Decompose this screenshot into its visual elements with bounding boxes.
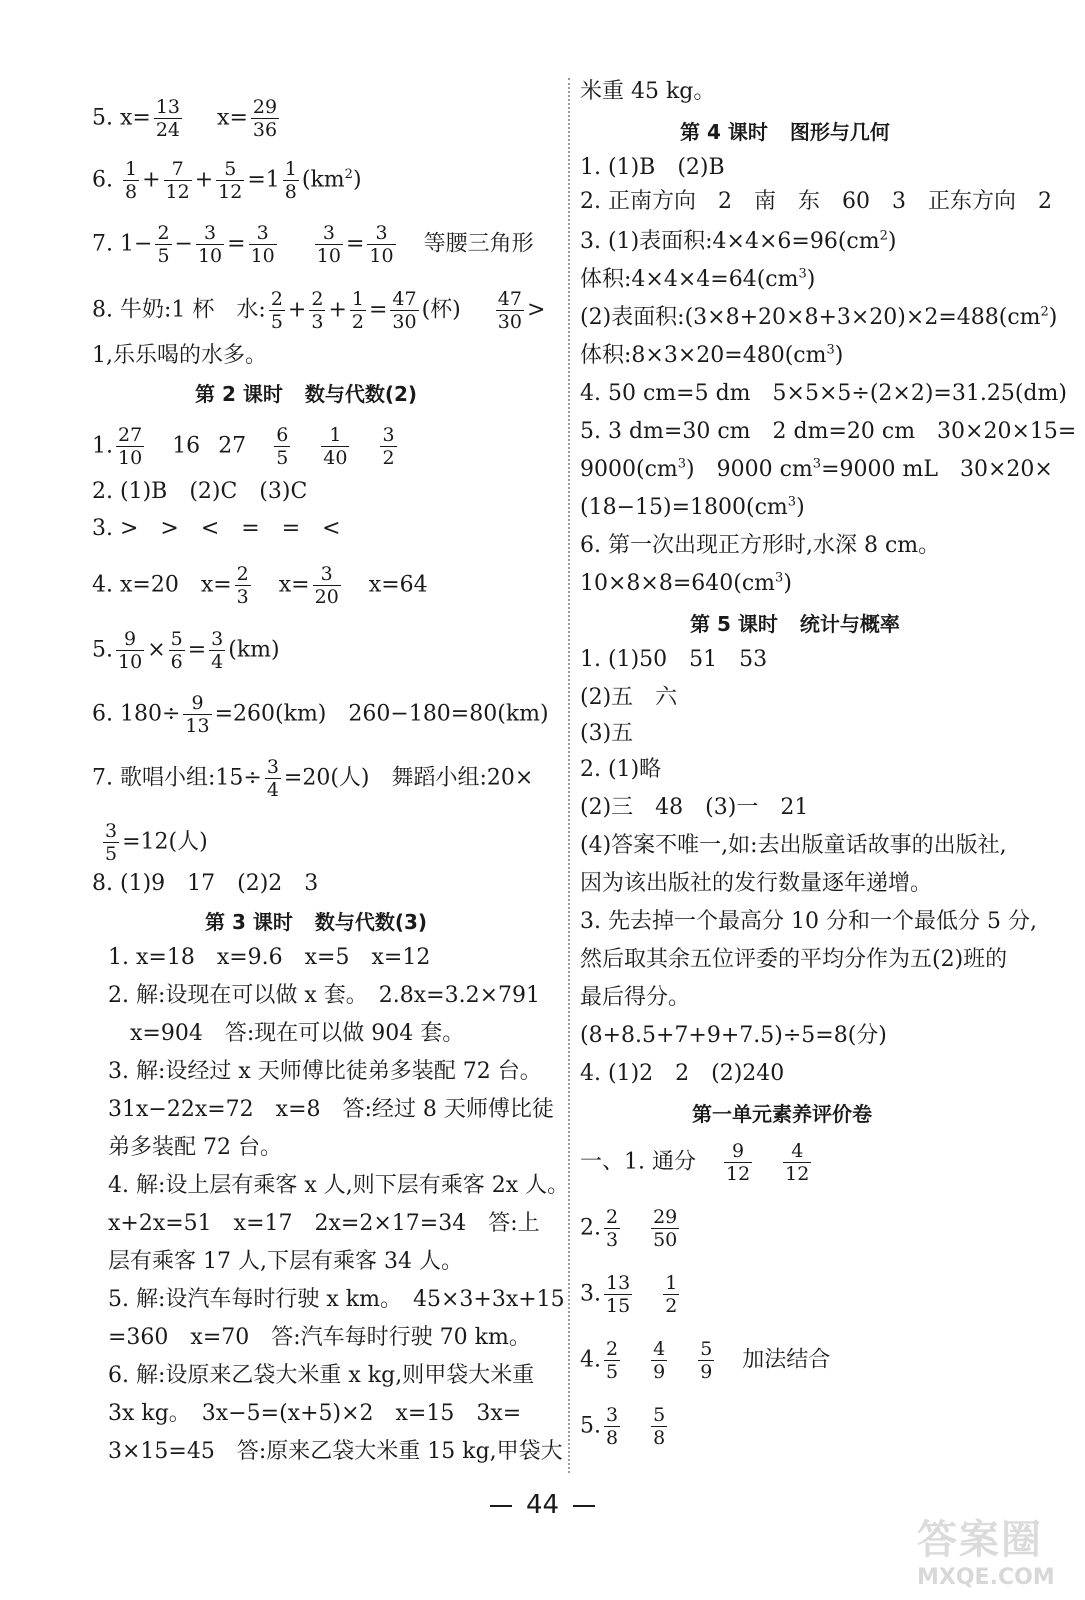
lesson2-answer-4: 4. x=20 x= $\frac{2}{3}$ x= $\frac{3}{20}$ x=64 (92, 563, 428, 608)
column-divider (568, 78, 570, 1473)
unit-test-answer-1: 一、1. 通分 $\frac{9}{12}$ $\frac{4}{12}$ (580, 1140, 810, 1185)
answer-line-6: 6. $\frac{1}{8}$ + $\frac{7}{12}$ + $\frac{5}{12}$ =1 $\frac{1}{8}$ $(km^2)$ (92, 158, 362, 203)
lesson2-answer-1: 1. $\frac{27}{10}$ 16 27 $\frac{6}{5}$ $\frac{1}{40}$ $\frac{3}{2}$ (92, 424, 395, 469)
unit-test-answer-2: 2. $\frac{2}{3}$ $\frac{29}{50}$ (580, 1206, 678, 1251)
unit-test-answer-5: 5. $\frac{3}{8}$ $\frac{5}{8}$ (580, 1404, 666, 1449)
lesson5-line: (8+8.5+7+9+7.5)÷5=8(分) (580, 1023, 887, 1048)
lesson3-line: x=904 答:现在可以做 904 套。 (108, 1021, 465, 1046)
lesson5-line: (2)三 48 (3)一 21 (580, 795, 809, 820)
lesson4-line: 体积$:8\times 3\times 20=480(cm^3)$ (580, 342, 844, 368)
lesson2-answer-7-cont: $\frac{3}{5}$ =12(人) (105, 820, 208, 865)
lesson5-line: (3)五 (580, 721, 634, 746)
lesson5-line: 4. (1)2 2 (2)240 (580, 1061, 785, 1086)
section-heading-unit-test: 第一单元素养评价卷 (692, 1102, 872, 1126)
lesson3-line: 6. 解:设原来乙袋大米重 x kg,则甲袋大米重 (108, 1363, 535, 1388)
lesson4-line: (2)表面积$:(3\times 8+20\times 8+3\times 20)\times 2=488(cm^2)$ (580, 304, 1058, 330)
lesson3-line: 3. 解:设经过 x 天师傅比徒弟多装配 72 台。 (108, 1059, 542, 1084)
lesson2-answer-5: 5. $\frac{9}{10}$ × $\frac{5}{6}$ = $\frac{3}{4}$ (km) (92, 628, 280, 673)
lesson4-line: $9000(cm^3)$ 9000 $cm^3=9000$ mL 30×20× (580, 456, 1053, 482)
unit-test-answer-4: 4. $\frac{2}{5}$ $\frac{4}{9}$ $\frac{5}{9}$ 加法结合 (580, 1338, 831, 1383)
lesson4-line: 6. 第一次出现正方形时,水深 8 cm。 (580, 533, 941, 558)
section-heading-lesson-3: 第 3 课时 数与代数(3) (205, 910, 428, 934)
section-heading-lesson-2: 第 2 课时 数与代数(2) (195, 382, 418, 406)
answer-line-8: 8. 牛奶:1 杯 水: $\frac{2}{5}$ + $\frac{2}{3}$ + $\frac{1}{2}$ = $\frac{47}{30}$ (杯) $\frac{47}{30}$ > (92, 288, 546, 333)
lesson5-line: 最后得分。 (580, 985, 691, 1010)
lesson4-line: 3. (1)表面积$:4\times 4\times 6=96(cm^2)$ (580, 228, 897, 254)
lesson4-line: 2. 正南方向 2 南 东 60 3 正东方向 2 (580, 189, 1052, 214)
lesson2-answer-2: 2. (1)B (2)C (3)C (92, 479, 308, 504)
lesson5-line: 3. 先去掉一个最高分 10 分和一个最低分 5 分, (580, 909, 1037, 934)
lesson5-line: 2. (1)略 (580, 757, 662, 782)
section-heading-lesson-4: 第 4 课时 图形与几何 (680, 120, 890, 144)
lesson3-line: 31x−22x=72 x=8 答:经过 8 天师傅比徒 (108, 1097, 554, 1122)
lesson5-line: 1. (1)50 51 53 (580, 647, 768, 672)
lesson3-line: =360 x=70 答:汽车每时行驶 70 km。 (108, 1325, 531, 1350)
lesson2-answer-7: 7. 歌唱小组:15÷ $\frac{3}{4}$ =20(人) 舞蹈小组:20× (92, 756, 534, 801)
lesson4-line: 1. (1)B (2)B (580, 155, 725, 180)
watermark-logo-text: 答案圈 (917, 1517, 1043, 1563)
lesson3-line: 3×15=45 答:原来乙袋大米重 15 kg,甲袋大 (108, 1439, 563, 1464)
lesson5-line: (4)答案不唯一,如:去出版童话故事的出版社, (580, 833, 1007, 858)
answer-line-8-cont: 1,乐乐喝的水多。 (92, 343, 267, 368)
watermark-logo (917, 1508, 1067, 1593)
lesson3-line: 2. 解:设现在可以做 x 套。 2.8x=3.2×791 (108, 983, 541, 1008)
lesson3-line: 3x kg。 3x−5=(x+5)×2 x=15 3x= (108, 1401, 522, 1426)
lesson3-line: 5. 解:设汽车每时行驶 x km。 45×3+3x+15 (108, 1287, 565, 1312)
unit-test-answer-3: 3. $\frac{13}{15}$ $\frac{1}{2}$ (580, 1272, 678, 1317)
section-heading-lesson-5: 第 5 课时 统计与概率 (690, 612, 900, 636)
watermark-url: MXQE.COM (917, 1565, 1055, 1590)
lesson3-line: 弟多装配 72 台。 (108, 1135, 282, 1160)
lesson2-answer-8: 8. (1)9 17 (2)2 3 (92, 871, 319, 896)
lesson3-answer-6-cont: 米重 45 kg。 (580, 79, 716, 104)
lesson3-line: 4. 解:设上层有乘客 x 人,则下层有乘客 2x 人。 (108, 1173, 570, 1198)
lesson3-line: x+2x=51 x=17 2x=2×17=34 答:上 (108, 1211, 540, 1236)
lesson4-line: $(18-15)=1800(cm^3)$ (580, 494, 805, 520)
lesson2-answer-6: 6. 180÷ $\frac{9}{13}$ =260(km) 260−180=80(km) (92, 692, 549, 737)
answer-line-5: 5. x= $\frac{13}{24}$ x= $\frac{29}{36}$ (92, 96, 278, 141)
answer-line-7: 7. 1− $\frac{2}{5}$ − $\frac{3}{10}$ = $\frac{3}{10}$ $\frac{3}{10}$ = $\frac{3}{10}$ 等腰三角形 (92, 222, 534, 267)
dash-right (573, 1505, 595, 1507)
lesson4-line: 5. 3 dm=30 cm 2 dm=20 cm 30×20×15= (580, 419, 1077, 444)
lesson5-line: 然后取其余五位评委的平均分作为五(2)班的 (580, 947, 1008, 972)
lesson3-line: 1. x=18 x=9.6 x=5 x=12 (108, 945, 431, 970)
lesson4-line: 体积$:4\times 4\times 4=64(cm^3)$ (580, 266, 816, 292)
lesson5-line: (2)五 六 (580, 685, 678, 710)
page-number-text: 44 (525, 1490, 560, 1520)
dash-left (490, 1505, 512, 1507)
lesson2-answer-3: 3. > > < = = < (92, 516, 341, 541)
lesson3-line: 层有乘客 17 人,下层有乘客 34 人。 (108, 1249, 463, 1274)
lesson4-line: 4. 50 cm=5 dm 5×5×5÷(2×2)=31.25(dm) (580, 381, 1067, 406)
lesson4-line: $10\times 8\times 8=640(cm^3)$ (580, 570, 792, 596)
lesson5-line: 因为该出版社的发行数量逐年递增。 (580, 871, 933, 896)
